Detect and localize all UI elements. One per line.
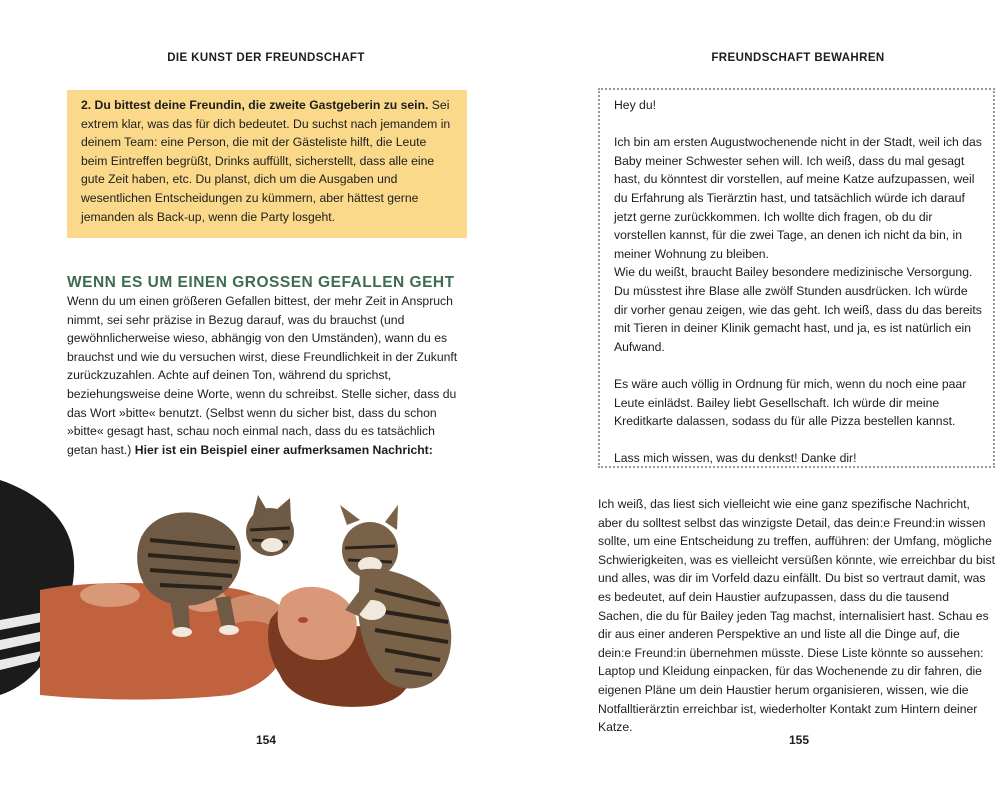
- running-head-left: DIE KUNST DER FREUNDSCHAFT: [167, 52, 365, 64]
- body-text-left-emphasis: Hier ist ein Beispiel einer aufmerksamen Nachricht:: [134, 442, 433, 457]
- woman-with-kittens-illustration: [0, 470, 500, 710]
- body-text-right: Ich weiß, das liest sich vielleicht wie eine ganz spezifische Nachricht, aber du solltest selbst das winzigste Detail, das dein:e Freund:in wissen sollte, um eine Entscheidung zu treffen, aufführen: der Umfang, mögliche Schwierigkeiten, was es vielleicht versüßen könnte, wie erreichbar du bist und alles, was dir im Vorfeld dazu einfällt. Du bist so vertraut damit, was es bedeutet, auf dein Haustier aufzupassen, dass du die tausend Sachen, die du für Bailey jeden Tag machst, internalisiert hast. Schau es dir aus einer anderen Perspektive an und liste all die Dinge auf, die dein:e Freund:in übernehmen müsste. Diese Liste könnte so aussehen: Laptop und Kleidung einpacken, für das Wochenende zu dir fahren, die eigenen Pläne um dein Haustier herum organisieren, wissen, wie die Notfalltierärztin erreichbar ist, wiederholter Kontakt zum Hintern deiner Katze.: [598, 497, 995, 735]
- running-head-right: FREUNDSCHAFT BEWAHREN: [711, 52, 885, 64]
- letter-greeting: Hey du!: [614, 98, 657, 112]
- hand-left: [80, 583, 140, 607]
- callout-text: Sei extrem klar, was das für dich bedeutet. Du suchst nach jemandem in deinem Team: eine Person, die mit der Gästeliste hilft, die Leute beim Eintreffen begrüßt, Drinks auffüllt, sicherstellt, dass alle eine gute Zeit haben, etc. Du planst, dich um die Ausgaben und wesentlichen Entscheidungen zu kümmern, aber hättest gerne jemanden als Back-up, wenn die Party losgeht.: [81, 98, 451, 224]
- page-number-right: 155: [789, 733, 810, 747]
- letter-closing: Lass mich wissen, was du denkst! Danke dir!: [614, 451, 857, 466]
- example-letter-box: [598, 88, 995, 468]
- right-page: [500, 0, 1000, 800]
- page-number-left: 154: [256, 733, 277, 747]
- callout-box: [67, 90, 467, 238]
- letter-paragraph: Wie du weißt, braucht Bailey besondere medizinische Versorgung. Du müsstest ihre Blase alle zwölf Stunden ausdrücken. Ich würde dir vorher genau zeigen, wie das geht. Ich weiß, dass du das bereits mit Tieren in deiner Klinik gemacht hast, und ja, es ist natürlich ein Aufwand.: [614, 265, 982, 354]
- letter-paragraph: Es wäre auch völlig in Ordnung für mich, wenn du noch eine paar Leute einlädst. Bailey liebt Gesellschaft. Ich würde dir meine Kreditkarte dalassen, sodass du für alle Pizza bestellen kannst.: [614, 376, 967, 429]
- body-text-left-main: Wenn du um einen größeren Gefallen bittest, der mehr Zeit in Anspruch nimmt, sei sehr präzise in Bezug darauf, was du brauchst (und gewöhnlicherweise wieso, abhängig von den Umständen), wann du es brauchst und wie du versuchen wirst, diese Freundlichkeit in der Zukunft zurückzuzahlen. Achte auf deinen Ton, während du sprichst, beziehungsweise deine Worte, wenn du schreibst. Stelle sicher, dass du das Wort »bitte« benutzt. (Selbst wenn du sicher bist, dass du schon »bitte« gesagt hast, schau noch einmal nach, dass du es tatsächlich getan hast.): [67, 294, 458, 457]
- lips: [298, 617, 308, 623]
- body-text-left: [67, 292, 467, 459]
- letter-paragraph: Ich bin am ersten Augustwochenende nicht in der Stadt, weil ich das Baby meiner Schwester sehen will. Ich weiß, dass du mal gesagt hast, du könntest dir vorstellen, auf meine Katze aufzupassen, weil du Erfahrung als Tierärztin hast, und tatsächlich würde ich darauf jetzt gerne zurückkommen. Ich wollte dich fragen, ob du dir vorstellen kannst, für die zwei Tage, an denen ich nicht da bin, in meiner Wohnung zu bleiben.: [614, 135, 982, 261]
- callout-lead: 2. Du bittest deine Freundin, die zweite Gastgeberin zu sein.: [81, 98, 429, 112]
- section-heading: WENN ES UM EINEN GROSSEN GEFALLEN GEHT: [67, 274, 455, 291]
